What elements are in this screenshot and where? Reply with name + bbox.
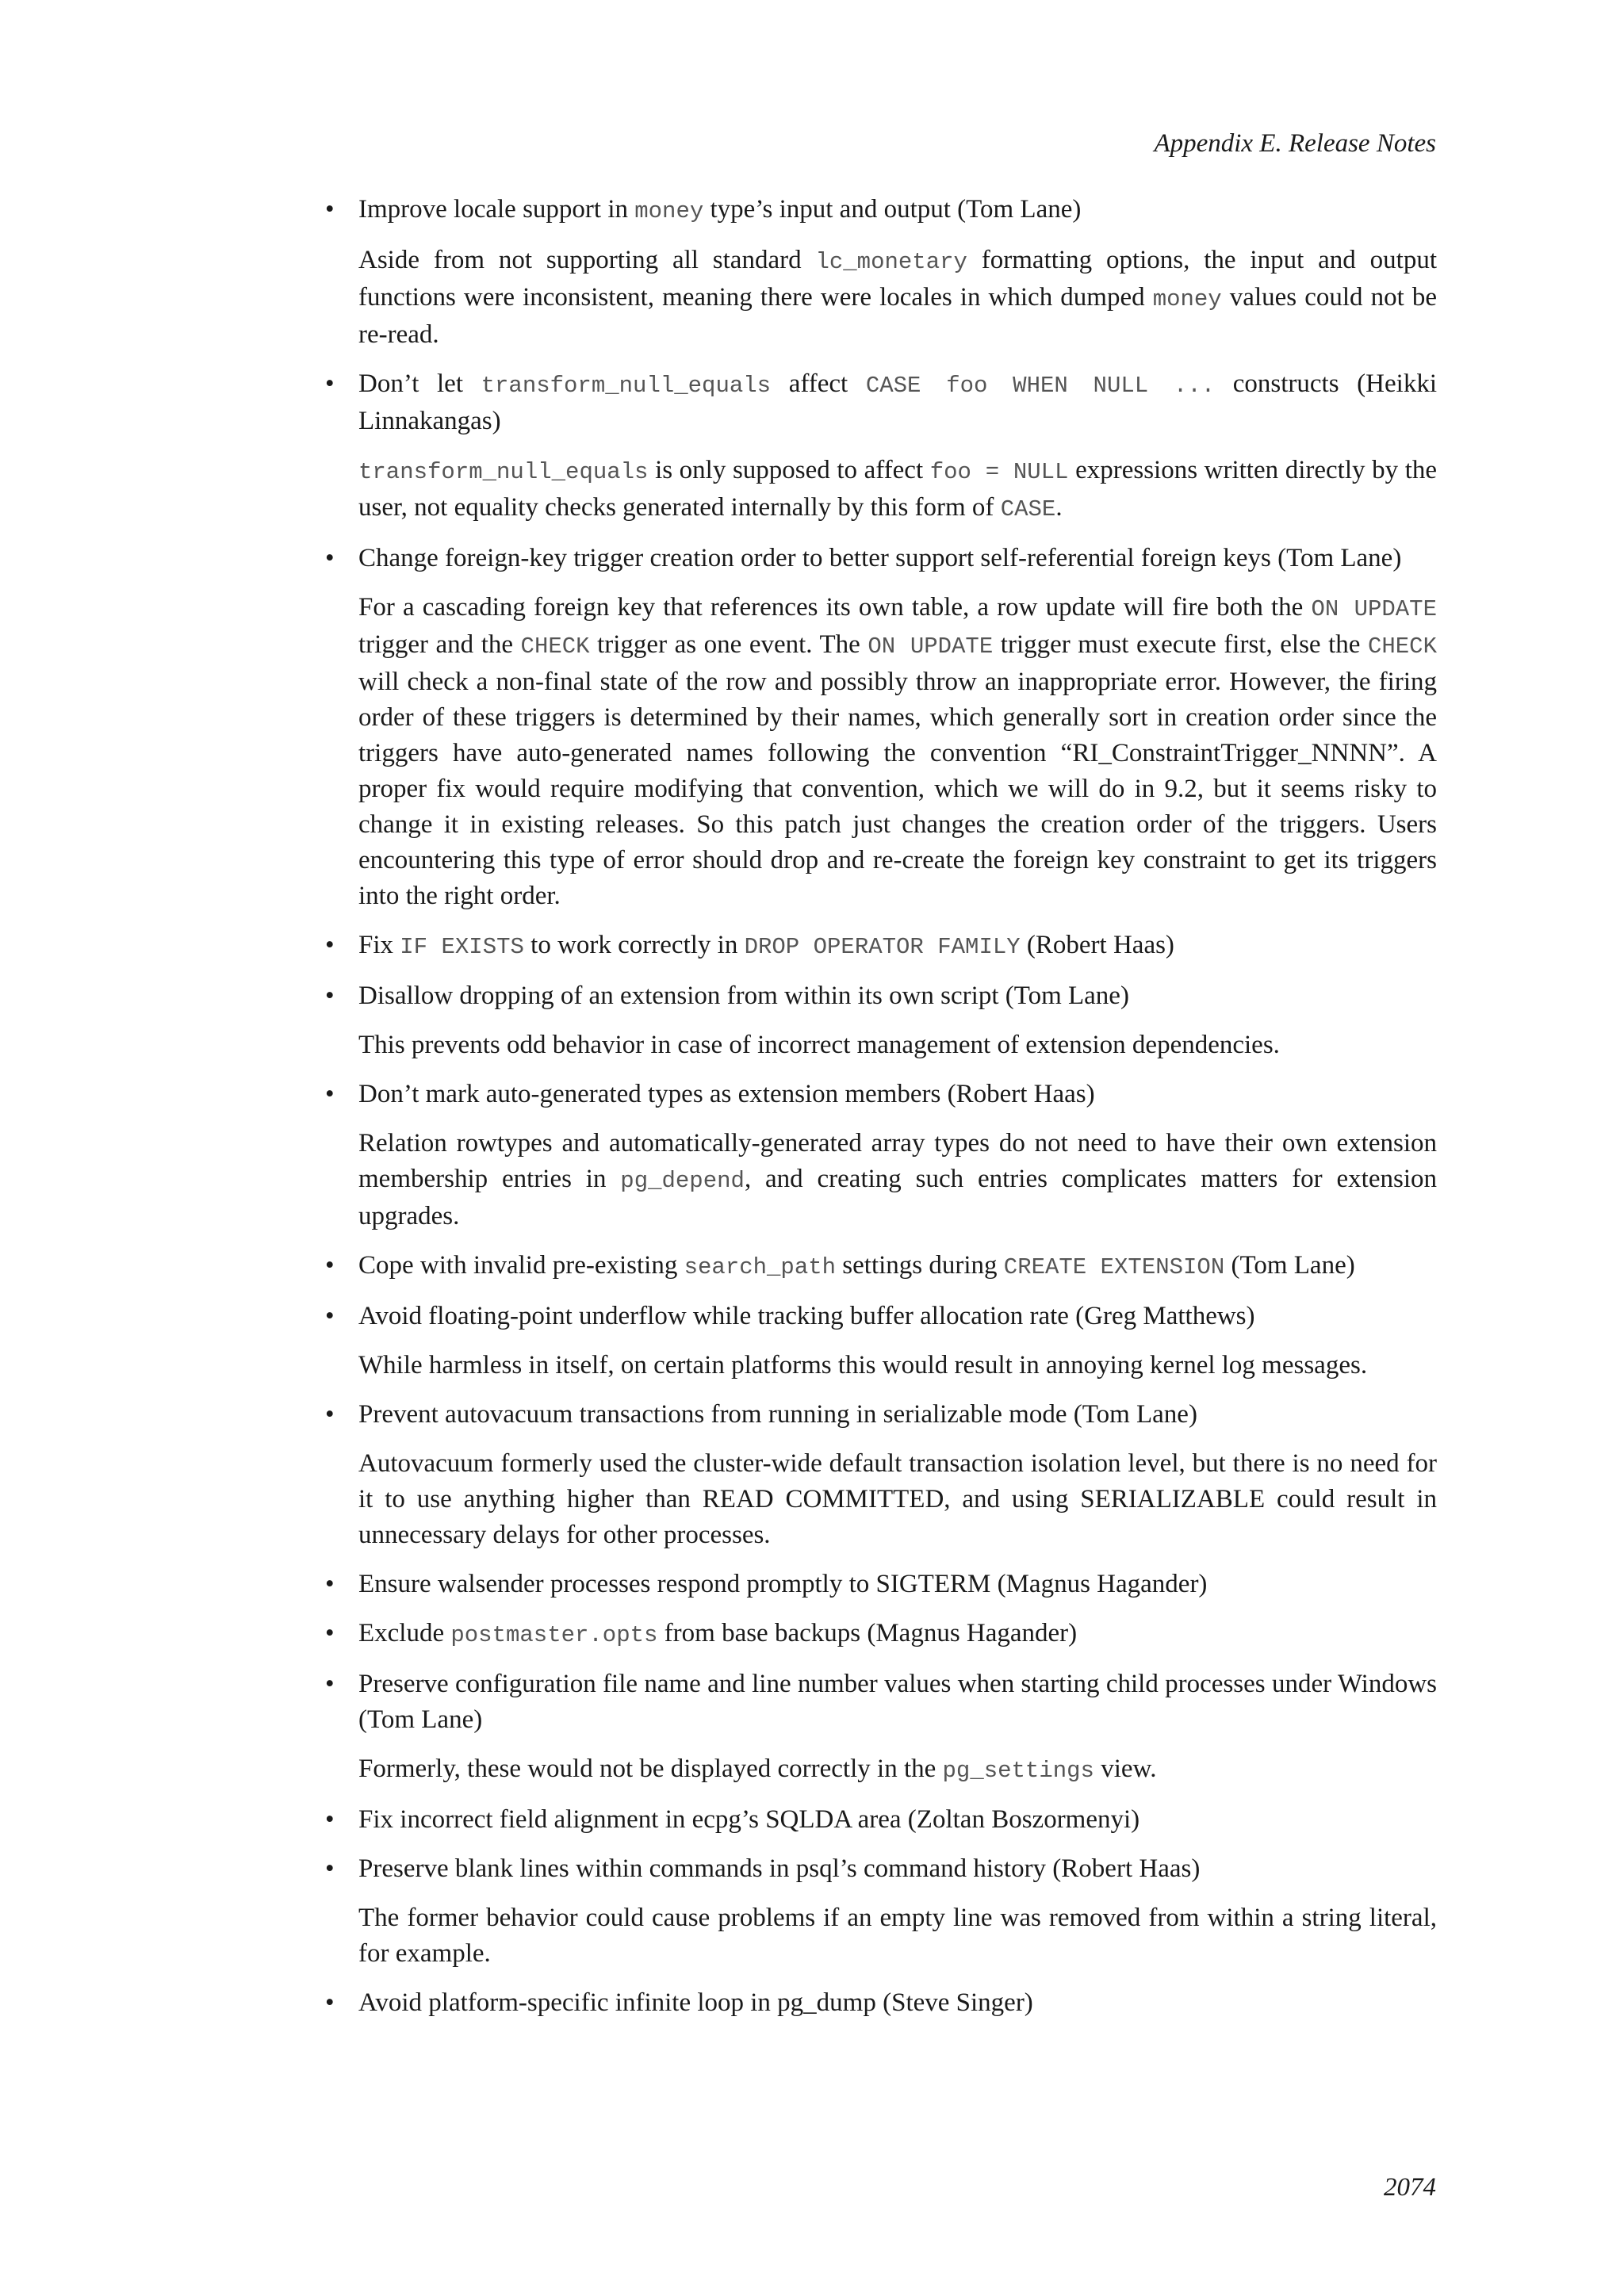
text-run: Don’t let — [358, 369, 481, 398]
release-note-title — [358, 1802, 1437, 1838]
text-run: view. — [1094, 1755, 1157, 1783]
text-run: trigger must execute first, else the — [993, 630, 1368, 659]
code-literal: CASE — [1000, 496, 1056, 522]
bullet-marker: • — [325, 1670, 335, 1698]
text-run: , and creating such entries complicates matters for extension upgrades. — [358, 1165, 1437, 1230]
bullet-marker: • — [325, 195, 335, 224]
code-literal: transform_null_equals — [481, 373, 772, 399]
text-run: Avoid floating-point underflow while tracking buffer allocation rate (Greg Matthews) — [358, 1302, 1255, 1330]
text-run: Autovacuum formerly used the cluster-wide default transaction isolation level, but there is no need for it to use anything higher than READ COMMITTED, and using SERIALIZABLE could result in unnecessary delays for other processes. — [358, 1449, 1437, 1549]
release-note-title — [358, 1077, 1437, 1112]
text-run: trigger and the — [358, 630, 521, 659]
release-note-item — [325, 1567, 1437, 1602]
release-note-item — [325, 978, 1437, 1063]
release-note-title — [358, 1248, 1437, 1285]
bullet-marker: • — [325, 369, 335, 398]
release-note-item — [325, 1248, 1437, 1285]
release-note-title — [358, 366, 1437, 439]
release-note-description — [358, 1027, 1437, 1063]
code-literal: pg_settings — [942, 1758, 1094, 1784]
release-note-item — [325, 1299, 1437, 1383]
release-note-description — [358, 1446, 1437, 1553]
text-run: Improve locale support in — [358, 195, 635, 224]
bullet-marker: • — [325, 931, 335, 959]
release-note-description — [358, 1900, 1437, 1972]
page-number: 2074 — [1384, 2173, 1436, 2202]
bullet-marker: • — [325, 1854, 335, 1883]
bullet-marker: • — [325, 1400, 335, 1429]
code-literal: CASE foo WHEN NULL ... — [865, 373, 1216, 399]
release-note-title — [358, 541, 1437, 576]
release-note-title — [358, 1616, 1437, 1653]
release-note-description — [358, 453, 1437, 527]
text-run: settings during — [836, 1251, 1004, 1280]
code-literal: CREATE EXTENSION — [1003, 1254, 1225, 1280]
text-run: expressions written directly by the user, not equality checks generated internally by this form of — [358, 456, 1438, 522]
text-run: Cope with invalid pre-existing — [358, 1251, 684, 1280]
text-run: constructs (Heikki Linnakangas) — [358, 369, 1437, 435]
text-run: (Robert Haas) — [1020, 931, 1174, 959]
code-literal: postmaster.opts — [450, 1622, 658, 1648]
text-run: Fix — [358, 931, 400, 959]
text-run: Formerly, these would not be displayed correctly in the — [358, 1755, 943, 1783]
bullet-marker: • — [325, 1080, 335, 1108]
release-note-title — [358, 928, 1437, 965]
release-note-item — [325, 1802, 1437, 1838]
text-run: Preserve configuration file name and line number values when starting child processes under Windows (Tom Lane) — [358, 1670, 1437, 1734]
code-literal: transform_null_equals — [358, 459, 649, 485]
text-run: For a cascading foreign key that references its own table, a row update will fire both the — [358, 593, 1312, 622]
release-note-item — [325, 192, 1437, 353]
release-note-item — [325, 1851, 1437, 1972]
text-run: type’s input and output (Tom Lane) — [703, 195, 1082, 224]
text-run: Avoid platform-specific infinite loop in pg_dump (Steve Singer) — [358, 1988, 1033, 2017]
code-literal: IF EXISTS — [400, 934, 524, 960]
code-literal: money — [1152, 286, 1222, 312]
release-note-item — [325, 1397, 1437, 1553]
bullet-marker: • — [325, 1988, 335, 2017]
code-literal: CHECK — [520, 633, 590, 660]
release-note-description — [358, 1348, 1437, 1383]
text-run: affect — [771, 369, 866, 398]
bullet-marker: • — [325, 1570, 335, 1598]
bullet-marker: • — [325, 1251, 335, 1280]
release-note-item — [325, 1616, 1437, 1653]
release-note-title — [358, 1667, 1437, 1738]
text-run: values could not be re-read. — [358, 283, 1438, 349]
code-literal: search_path — [684, 1254, 837, 1280]
text-run: Fix incorrect field alignment in ecpg’s SQLDA area (Zoltan Boszormenyi) — [358, 1805, 1140, 1834]
release-note-title — [358, 1567, 1437, 1602]
bullet-marker: • — [325, 982, 335, 1010]
code-literal: lc_monetary — [815, 249, 967, 275]
text-run: trigger as one event. The — [589, 630, 868, 659]
release-note-item — [325, 1667, 1437, 1789]
text-run: Disallow dropping of an extension from within its own script (Tom Lane) — [358, 982, 1129, 1010]
code-literal: pg_depend — [620, 1168, 745, 1194]
text-run: to work correctly in — [523, 931, 745, 959]
text-run: Aside from not supporting all standard — [358, 246, 816, 274]
text-run: While harmless in itself, on certain platforms this would result in annoying kernel log messages. — [358, 1351, 1368, 1380]
release-notes-list — [325, 192, 1437, 2021]
text-run: is only supposed to affect — [648, 456, 930, 484]
text-run: (Tom Lane) — [1224, 1251, 1355, 1280]
bullet-marker: • — [325, 1619, 335, 1647]
release-note-item — [325, 541, 1437, 914]
release-note-title — [358, 978, 1437, 1014]
text-run: Change foreign-key trigger creation order to better support self-referential foreign keys (Tom Lane) — [358, 544, 1402, 572]
release-note-title — [358, 1851, 1437, 1887]
text-run: Prevent autovacuum transactions from running in serializable mode (Tom Lane) — [358, 1400, 1197, 1429]
code-literal: DROP OPERATOR FAMILY — [744, 934, 1021, 960]
code-literal: CHECK — [1367, 633, 1437, 660]
text-run: Preserve blank lines within commands in psql’s command history (Robert Haas) — [358, 1854, 1201, 1883]
release-note-item — [325, 1077, 1437, 1234]
text-run: . — [1055, 493, 1063, 522]
release-note-title — [358, 1985, 1437, 2021]
release-note-item — [325, 366, 1437, 527]
text-run: Relation rowtypes and automatically-generated array types do not need to have their own extension membership entries in — [358, 1129, 1437, 1193]
bullet-marker: • — [325, 1805, 335, 1834]
release-note-description — [358, 1126, 1437, 1234]
bullet-marker: • — [325, 544, 335, 572]
text-run: Exclude — [358, 1619, 451, 1647]
release-note-item — [325, 1985, 1437, 2021]
text-run: Don’t mark auto-generated types as extension members (Robert Haas) — [358, 1080, 1095, 1108]
release-note-description — [358, 590, 1437, 914]
release-notes-body — [325, 192, 1437, 2034]
code-literal: money — [634, 198, 704, 224]
release-note-title — [358, 1299, 1437, 1334]
text-run: from base backups (Magnus Hagander) — [657, 1619, 1078, 1647]
running-header: Appendix E. Release Notes — [1154, 129, 1436, 158]
text-run: This prevents odd behavior in case of incorrect management of extension dependencies. — [358, 1031, 1280, 1059]
release-note-description — [358, 243, 1437, 353]
text-run: The former behavior could cause problems if an empty line was removed from within a string literal, for example. — [358, 1904, 1437, 1968]
code-literal: ON UPDATE — [868, 633, 994, 660]
text-run: will check a non-final state of the row and possibly throw an inappropriate error. However, the firing order of these triggers is determined by their names, which generally sort in creation order since the triggers have auto-generated names following the convention “RI_ConstraintTrigger_NNNN”. A proper fix would require modifying that convention, which we will do in 9.2, but it seems risky to change it in existing releases. So this patch just changes the creation order of the triggers. Users encountering this type of error should drop and re-create the foreign key constraint to get its triggers into the right order. — [358, 668, 1437, 910]
code-literal: ON UPDATE — [1311, 596, 1437, 622]
release-note-title — [358, 1397, 1437, 1433]
release-note-item — [325, 928, 1437, 965]
release-note-title — [358, 192, 1437, 229]
text-run: Ensure walsender processes respond promptly to SIGTERM (Magnus Hagander) — [358, 1570, 1208, 1598]
release-note-description — [358, 1751, 1437, 1789]
bullet-marker: • — [325, 1302, 335, 1330]
text-run: formatting options, the input and output functions were inconsistent, meaning there were locales in which dumped — [358, 246, 1437, 312]
code-literal: foo = NULL — [929, 459, 1069, 485]
